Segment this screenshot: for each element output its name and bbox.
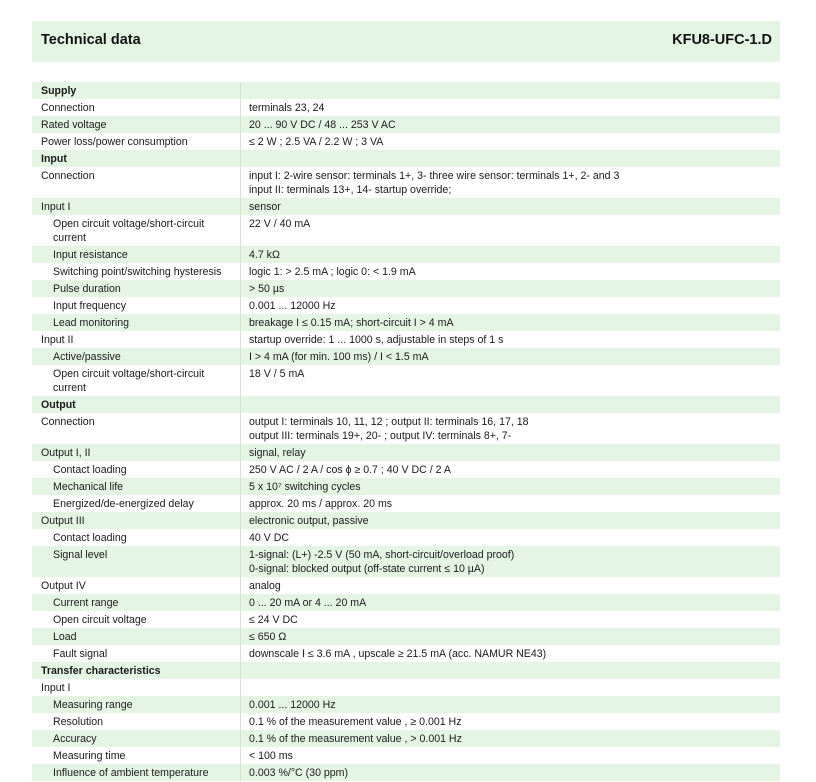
table-row <box>32 512 780 529</box>
row-value: 0.003 %/°C (30 ppm) <box>249 766 349 779</box>
row-value: logic 1: > 2.5 mA ; logic 0: < 1.9 mA <box>249 265 416 278</box>
table-row <box>32 577 780 594</box>
technical-data-table <box>32 82 780 781</box>
row-label: Active/passive <box>32 348 241 365</box>
row-label: Switching point/switching hysteresis <box>32 263 241 280</box>
row-value <box>241 662 780 679</box>
row-value: terminals 23, 24 <box>249 101 325 114</box>
row-value: 0.1 % of the measurement value , ≥ 0.001 Hz <box>249 715 462 728</box>
row-value: 5 x 10⁷ switching cycles <box>249 480 361 493</box>
row-label: Input <box>32 150 241 167</box>
row-label: Output I, II <box>32 444 241 461</box>
row-value: ≤ 650 Ω <box>249 630 287 643</box>
table-row <box>32 99 780 116</box>
row-label: Transfer characteristics <box>32 662 241 679</box>
row-value: > 50 µs <box>249 282 285 295</box>
row-label: Lead monitoring <box>32 314 241 331</box>
row-value: approx. 20 ms / approx. 20 ms <box>249 497 393 510</box>
row-label: Connection <box>32 167 241 198</box>
row-label: Pulse duration <box>32 280 241 297</box>
row-value: 0.001 ... 12000 Hz <box>249 299 336 312</box>
row-value: 40 V DC <box>249 531 290 544</box>
row-label: Input I <box>32 679 241 696</box>
table-row <box>32 461 780 478</box>
table-row <box>32 696 780 713</box>
row-value <box>241 679 780 696</box>
row-label: Influence of ambient temperature <box>32 764 241 781</box>
table-row <box>32 263 780 280</box>
row-value: ≤ 2 W ; 2.5 VA / 2.2 W ; 3 VA <box>249 135 384 148</box>
section-header-row <box>32 662 780 679</box>
table-row <box>32 198 780 215</box>
row-value: breakage I ≤ 0.15 mA; short-circuit I > 4 mA <box>249 316 454 329</box>
table-row <box>32 529 780 546</box>
row-value: output I: terminals 10, 11, 12 ; output II: terminals 16, 17, 18 output III: terminals 19+, 20- ; output IV: terminals 8+, 7- <box>249 415 529 442</box>
table-row <box>32 730 780 747</box>
row-label: Power loss/power consumption <box>32 133 241 150</box>
row-label: Output III <box>32 512 241 529</box>
row-value: 22 V / 40 mA <box>249 217 311 230</box>
row-value: I > 4 mA (for min. 100 ms) / I < 1.5 mA <box>249 350 429 363</box>
row-label: Open circuit voltage/short-circuit current <box>32 215 241 246</box>
table-row <box>32 594 780 611</box>
row-label: Input resistance <box>32 246 241 263</box>
row-value: 20 ... 90 V DC / 48 ... 253 V AC <box>249 118 396 131</box>
row-label: Connection <box>32 413 241 444</box>
table-row <box>32 764 780 781</box>
table-row <box>32 331 780 348</box>
row-value: startup override: 1 ... 1000 s, adjustable in steps of 1 s <box>249 333 504 346</box>
row-value: 18 V / 5 mA <box>249 367 305 380</box>
row-value: 0.1 % of the measurement value , > 0.001 Hz <box>249 732 462 745</box>
table-row <box>32 628 780 645</box>
row-label: Supply <box>32 82 241 99</box>
row-label: Load <box>32 628 241 645</box>
table-row <box>32 679 780 696</box>
table-row <box>32 133 780 150</box>
row-value: ≤ 24 V DC <box>249 613 298 626</box>
row-value: 4.7 kΩ <box>249 248 280 261</box>
row-label: Output <box>32 396 241 413</box>
row-value: 250 V AC / 2 A / cos ϕ ≥ 0.7 ; 40 V DC / 2 A <box>249 463 451 476</box>
table-row <box>32 478 780 495</box>
row-label: Input I <box>32 198 241 215</box>
row-value: electronic output, passive <box>249 514 369 527</box>
row-label: Contact loading <box>32 529 241 546</box>
row-value <box>241 82 780 99</box>
row-label: Measuring range <box>32 696 241 713</box>
row-label: Accuracy <box>32 730 241 747</box>
row-label: Connection <box>32 99 241 116</box>
row-value: 0 ... 20 mA or 4 ... 20 mA <box>249 596 367 609</box>
page-header <box>32 21 780 62</box>
table-row <box>32 116 780 133</box>
row-label: Input II <box>32 331 241 348</box>
section-header-row <box>32 396 780 413</box>
table-row <box>32 246 780 263</box>
table-row <box>32 280 780 297</box>
table-row <box>32 348 780 365</box>
table-row <box>32 444 780 461</box>
row-value: signal, relay <box>249 446 306 459</box>
table-row <box>32 215 780 246</box>
model-number: KFU8-UFC-1.D <box>672 32 772 48</box>
table-row <box>32 611 780 628</box>
row-value: < 100 ms <box>249 749 293 762</box>
row-value: 0.001 ... 12000 Hz <box>249 698 336 711</box>
row-label: Open circuit voltage/short-circuit current <box>32 365 241 396</box>
row-label: Contact loading <box>32 461 241 478</box>
section-header-row <box>32 82 780 99</box>
table-row <box>32 365 780 396</box>
row-label: Input frequency <box>32 297 241 314</box>
row-label: Current range <box>32 594 241 611</box>
row-label: Open circuit voltage <box>32 611 241 628</box>
row-label: Output IV <box>32 577 241 594</box>
row-label: Resolution <box>32 713 241 730</box>
table-row <box>32 747 780 764</box>
table-row <box>32 314 780 331</box>
row-value: downscale I ≤ 3.6 mA , upscale ≥ 21.5 mA (acc. NAMUR NE43) <box>249 647 547 660</box>
row-label: Rated voltage <box>32 116 241 133</box>
row-value <box>241 396 780 413</box>
row-value: 1-signal: (L+) -2.5 V (50 mA, short-circuit/overload proof) 0-signal: blocked output (off-state current ≤ 10 µA) <box>249 548 515 575</box>
row-label: Signal level <box>32 546 241 577</box>
table-row <box>32 495 780 512</box>
table-row <box>32 645 780 662</box>
row-value <box>241 150 780 167</box>
row-label: Energized/de-energized delay <box>32 495 241 512</box>
section-header-row <box>32 150 780 167</box>
table-row <box>32 713 780 730</box>
table-row <box>32 546 780 577</box>
table-row <box>32 413 780 444</box>
row-label: Fault signal <box>32 645 241 662</box>
table-row <box>32 297 780 314</box>
row-label: Measuring time <box>32 747 241 764</box>
row-value: analog <box>249 579 281 592</box>
page-title: Technical data <box>41 32 141 48</box>
row-label: Mechanical life <box>32 478 241 495</box>
table-row <box>32 167 780 198</box>
row-value: sensor <box>249 200 281 213</box>
row-value: input I: 2-wire sensor: terminals 1+, 3- three wire sensor: terminals 1+, 2- and 3 input II: terminals 13+, 14- startup override; <box>249 169 620 196</box>
